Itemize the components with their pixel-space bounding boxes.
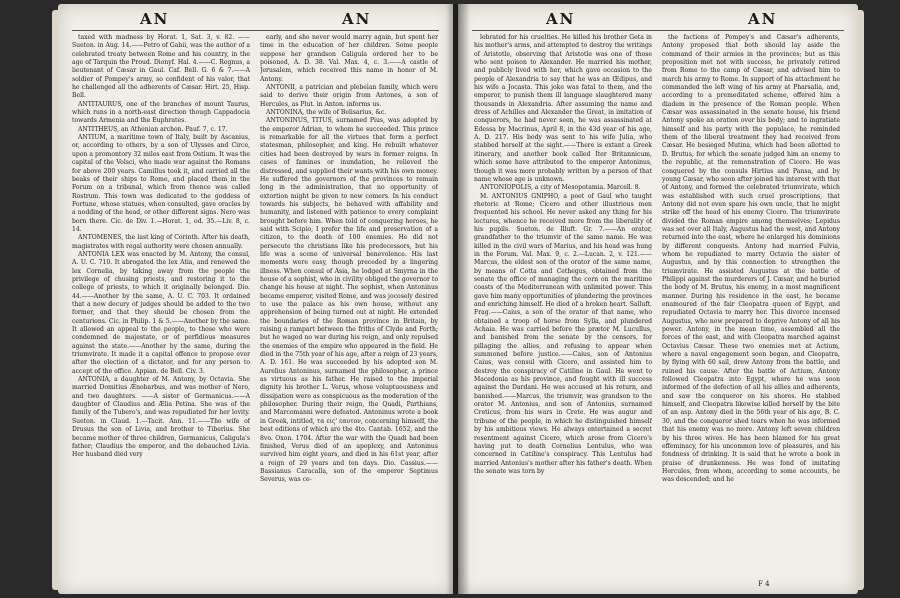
left-head-rule	[72, 30, 439, 31]
entry-antonii: ANTONII, a patrician and plebeian family, which were said to derive their origin from Antones, a son of Hercules, as Plut. in Anton. informs us.	[260, 84, 438, 108]
left-page	[58, 4, 453, 594]
left-heading-1: AN	[140, 10, 170, 28]
left-heading-2: AN	[342, 10, 372, 28]
right-page	[458, 4, 858, 594]
entry-antomenes: ANTOMENES, the last king of Corinth. After his death, magistrates with regal authority were chosen annually.	[72, 234, 250, 250]
book-gutter	[446, 4, 470, 594]
entry-antitheus: ANTITHEUS, an Athenian archon. Pauf. 7, c. 17.	[78, 125, 228, 133]
open-book	[58, 4, 858, 594]
right-head-rule	[472, 30, 844, 31]
entry-antonius-gnipho: M. ANTONIUS GNIPHO, a poet of Gaul who taught rhetoric at Rome; Cicero and other illustrious men frequented his school. He never asked any thing for his lectures, whence he received more from the liberality of his pupils. Sueton. de Illuft. Gr. 7.——An orator, grandfather to the triumvir of the same name. He was killed in the civil wars of Marius, and his head was hung in the Forum. Val. Max. 9, c. 2.—Lucan. 2, v. 121.——Marcus, the eldest son of the orator of the same name, by means of Cotta and Cethegus, obtained from the senate the office of managing the corn on the maritime coasts of the Mediterranean with unlimited power. This gave him many opportunities of plundering the provinces and enriching himself. He died of a broken heart. Salluft. Frag.——Caius, a son of the orator of that name, who obtained a troop of horse from Sylla, and plundered Achaia. He was carried before the prætor M. Lucullus, and banished from the senate by the censors, for pillaging the allies, and refusing to appear when summoned before justice.——Caius, son of Antonius Caius, was consul with Cicero, and assisted him to destroy the conspiracy of Catiline in Gaul. He went to Macedonia as his province, and fought with ill success against the Dardani. He was accused at his return, and banished.——Marcus, the triumvir, was grandson to the orator M. Antonius, and son of Antonius, surnamed Creticus, from his wars in Crete. He was augur and tribune of the people, in which he distinguished himself by his ambitious views. He always entertained a secret resentment against Cicero, which arose from Cicero's having put to death Cornelius Lentulus, who was concerned in Catiline's conspiracy. This Lentulus had married Antonius's mother after his father's death. When the senate was torn by	[474, 192, 652, 475]
entry-antoniopolis: ANTONIOPOLIS, a city of Mesopotamia. Marcell. 8.	[480, 184, 641, 192]
left-column-2	[260, 34, 438, 582]
entry-paragraph: early, and she never would marry again, but spent her time in the education of her children. Some people suppose her grandson Caligula ordered her to be poisoned, A. D. 38. Val. Max. 4, c. 3.——A castle of Jerusalem, which received this name in honor of M. Antony.	[260, 34, 438, 83]
left-running-head	[58, 10, 453, 30]
right-column-1	[474, 34, 652, 582]
entry-antonia-lex: ANTONIA LEX was enacted by M. Antony, the consul, A. U. C. 710. It abrogated the lex Atia, and renewed the lex Cornelia, by taking away from the people the privilege of chusing priests, and restoring it to the college of priests, to which it originally belonged. Dio. 44.——Another by the same, A. U. C. 703. It ordained that a new decury of judges should be added to the two former, and that they should be chosen from the centurions. Cic. in Philip. 1 & 5.——Another by the same. It allowed an appeal to the people, to those who were condemned de majestate, or of perfidious measures against the state.——Another by the same, during the triumvirate. It made it a capital offence to propose ever after the election of a dictator, and for any person to accept of the office. Appian. de Bell. Civ. 3.	[72, 250, 250, 375]
right-heading-2: AN	[748, 10, 778, 28]
left-column-1	[72, 34, 250, 582]
entry-antoninus: ANTONINUS, TITUS, surnamed Pius, was adopted by the emperor Adrian, to whom he succeeded. This prince is remarkable for all the virtues that form a perfect statesman, philosopher, and king. He rebuilt whatever cities had been destroyed by wars in former reigns. In cases of famines or inundation, he relieved the distressed, and supplied their wants with his own money. He suffered the governors of the provinces to remain long in the administration, that no opportunity of extortion might be given to new comers. In his conduct towards his subjects, he behaved with affability and humanity, and listened with patience to every complaint brought before him. When told of conquering heroes, he said with Scipio, I prefer the life and preservation of a citizen, to the death of 100 enemies. He did not persecute the christians like his predecessors, but his life was a scene of universal benevolence. His last moments were easy, though preceded by a lingering illness. When consul of Asia, he lodged at Smyrna in the house of a sophist, who in civility obliged the governor to change his house at night. The sophist, when Antoninus became emperor, visited Rome, and was jocosely desired to use the palace as his own house, without any apprehension of being turned out at night. He extended the boundaries of the Roman province in Britain, by raising a rampart between the friths of Clyde and Forth; but he waged no war during his reign, and only repulsed the enemies of the empire who appeared in the field. He died in the 75th year of his age, after a reign of 23 years, A. D. 161. He was succeeded by his adopted son M. Aurelius Antoninus, surnamed the philosopher, a prince as virtuous as his father. He raised to the imperial dignity his brother L. Verus, whose voluptuousness and dissipation were as conspicuous as the moderation of the philosopher. During their reign, the Quadi, Parthians, and Marcomanni were defeated. Antoninus wrote a book in Greek, intitled, τα εις' εαυτον, concerning himself, the best editions of which are the 4to. Cantab. 1652, and the 8vo. Oxon. 1704. After the war with the Quadi had been finished, Verus died of an apoplexy, and Antoninus survived him eight years, and died in his 61st year, after a reign of 29 years and ten days. Dio. Cassius.——Bassianus Caracalla, son of the emperor Septimus Severus, was ce-	[260, 117, 438, 484]
entry-antonina: ANTONINA, the wife of Belisarius, &c.	[266, 109, 387, 117]
entry-antium: ANTIUM, a maritime town of Italy, built by Ascanius, or, according to others, by a son of Ulysses and Circe, upon a promontory 32 miles east from Ostium. It was the capital of the Volsci, who made war against the Romans for above 200 years. Camillus took it, and carried all the beaks of their ships to Rome, and placed them in the Forum on a tribunal, which from thence was called Rostrum. This town was dedicated to the goddess of Fortune, whose statues, when consulted, gave oracles by a nodding of the head, or other different signs. Nero was born there. Cic. de Div. 1.—Horat. 1, od. 35.—Liv. 8, c. 14.	[72, 134, 250, 233]
right-running-head	[458, 10, 858, 30]
right-column-2	[662, 34, 840, 582]
entry-paragraph: the factions of Pompey's and Cæsar's adherents, Antony proposed that both should lay aside the command of their armies in the provinces; but as this proposition met not with success, he privately retired from Rome to the camp of Cæsar, and advised him to march his army to Rome. In support of his attachment he commanded the left wing of his army at Pharsalia, and, according to a premeditated scheme, offered him a diadem in the presence of the Roman people. When Cæsar was assassinated in the senate house, his friend Antony spoke an oration over his body; and to ingratiate himself and his party with the populace, he reminded them of the liberal treatment they had received from Cæsar. He besieged Mutina, which had been allotted to D. Brutus, for which the senate judged him an enemy to the republic, at the remonstration of Cicero. He was conquered by the consuls Hirtius and Pansa, and by young Cæsar, who soon after joined his interest with that of Antony, and formed the celebrated triumvirate, which was established with such cruel proscriptions, that Antony did not even spare his own uncle, that he might strike off the head of his enemy Cicero. The triumvirate divided the Roman empire among themselves; Lepidus was set over all Italy, Augustus had the west, and Antony returned into the east, where he enlarged his dominions by different conquests. Antony had married Fulvia, whom he repudiated to marry Octavia the sister of Augustus, and by this connection to strengthen the triumvirate. He assisted Augustus at the battle of Philippi against the murderers of J. Cæsar, and he buried the body of M. Brutus, his enemy, in a most magnificent manner. During his residence in the east, he became enamoured of the fair Cleopatra queen of Egypt, and repudiated Octavia to marry her. This divorce incensed Augustus, who now prepared to deprive Antony of all his power. Antony, in the mean time, assembled all the forces of the east, and with Cleopatra marched against Octavius Cæsar. These two enemies met at Actium, where a naval engagement soon began, and Cleopatra, by flying with 60 sail, drew Antony from the battle, and ruined his cause. After the battle of Actium, Antony followed Cleopatra into Egypt, where he was soon informed of the defection of all his allies and adherents, and saw the conqueror on his shores. He stabbed himself, and Cleopatra likewise killed herself by the bite of an asp. Antony died in the 56th year of his age, B. C. 30, and the conqueror shed tears when he was informed that his enemy was no more. Antony left seven children by his three wives. He has been blamed for his great effeminacy, for his uncommon love of pleasures, and his fondness of drinking. It is said that he wrote a book in praise of drunkenness. He was fond of imitating Hercules, from whom, according to some accounts, he was descended; and he	[662, 34, 840, 484]
entry-antonia: ANTONIA, a daughter of M. Antony, by Octavia. She married Domitius Ænobarbus, and was mother of Nero, and two daughters. ——A sister of Germanicus.——A daughter of Claudius and Ælia Petina. She was of the family of the Tubero's, and was repudiated for her levity. Sueton. in Claud. 1.—Tacit. Ann. 11.——The wife of Drusus the son of Livia, and brother to Tiberius. She became mother of three children, Germanicus, Caligula's father; Claudius the emperor, and the debauched Livia. Her husband died very	[72, 376, 250, 459]
entry-paragraph: lebrated for his cruelties. He killed his brother Geta in his mother's arms, and attempted to destroy the writings of Aristotle, observing that Aristotle was one of those who sent poison to Alexander. He married his mother, and publicly lived with her, which gave occasion to the people of Alexandria to say that he was an Œdipus, and his wife a Jocasta. This joke was fatal to them, and the emperor, to punish them ill language slaughtered many thousands in Alexandria. After assuming the name and dress of Achilles and Alexander the Great, in imitation of conquerors, he had never seen, he was assassinated at Edessa by Macrinus, April 8, in the 43d year of his age, A. D. 217. His body was sent to his wife Julia, who stabbed herself at the sight.——There is extant a Greek itinerary, and another book called Iter Britannicum, which some have attributed to the emperor Antoninus, though it was more probably written by a person of that name whose age is unknown.	[474, 34, 652, 183]
signature-mark: F 4	[758, 580, 770, 588]
right-heading-1: AN	[546, 10, 576, 28]
entry-antitaurus: ANTITAURUS, one of the branches of mount Taurus, which runs in a north-east direction though Cappadocia towards Armenia and the Euphrates.	[72, 100, 250, 125]
entry-paragraph: taxed with madness by Horat. 1, Sat. 3, v. 82. ——Sueton. in Aug. 14.——Petro of Gabii, was the author of a celebrated treaty between Rome and his country, in the age of Tarquin the Proud. Dionyf. Hal. 4.——C. Regnus, a lieutenant of Cæsar in Gaul. Caf. Bell. G. 6 & 7.——A soldier of Pompey's army, so confident of his valor, that he challenged all the adherents of Cæsar. Hirt. 25, Hisp. Bell.	[72, 34, 250, 100]
